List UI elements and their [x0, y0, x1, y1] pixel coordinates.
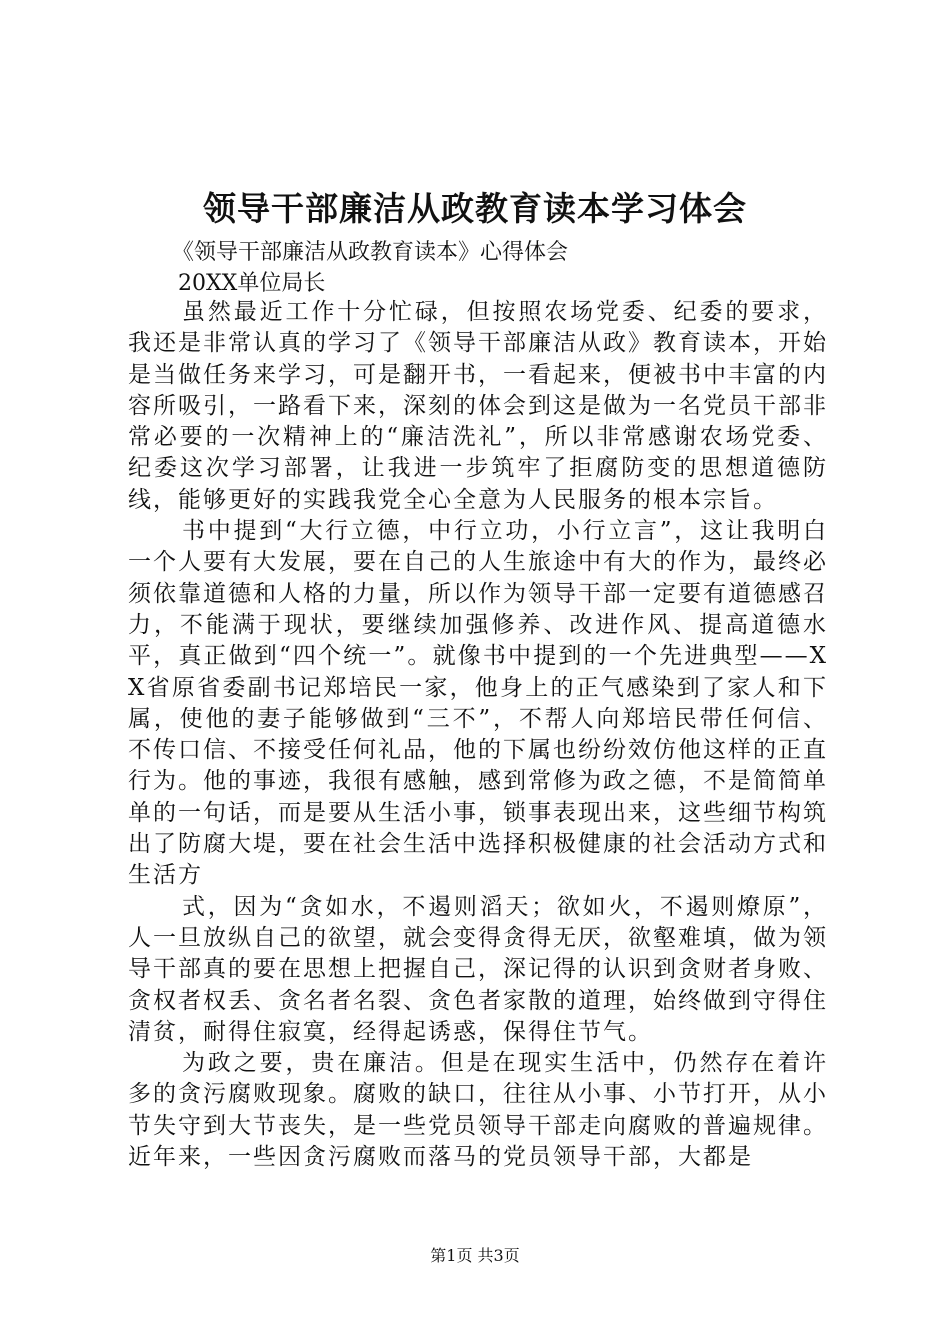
paragraph-2: 书中提到“大行立德，中行立功，小行立言”，这让我明白一个人要有大发展，要在自己的人生旅途中有大的作为，最终必须依靠道德和人格的力量，所以作为领导干部一定要有道德感召力，不能满于现状，要继续加强修养、改进作风、提高道德水平，真正做到“四个统一”。就像书中提到的一个先进典型——XX省原省委副书记郑培民一家，他身上的正气感染到了家人和下属，使他的妻子能够做到“三不”，不帮人向郑培民带任何信、不传口信、不接受任何礼品，他的下属也纷纷效仿他这样的正直行为。他的事迹，我很有感触，感到常修为政之德，不是简简单单的一句话，而是要从生活小事，锁事表现出来，这些细节构筑出了防腐大堤，要在社会生活中选择积极健康的社会活动方式和生活方: [128, 518, 828, 889]
author-line: 20XX单位局长: [178, 271, 326, 296]
document-body: [128, 297, 828, 1173]
page-indicator: 第1页 共3页: [430, 1246, 520, 1265]
paragraph-4: 为政之要，贵在廉洁。但是在现实生活中，仍然存在着许多的贪污腐败现象。腐败的缺口，往往从小事、小节打开，从小节失守到大节丧失，是一些党员领导干部走向腐败的普遍规律。近年来，一些因贪污腐败而落马的党员领导干部，大都是: [128, 1050, 828, 1171]
document-title: 领导干部廉洁从政教育读本学习体会: [203, 189, 747, 228]
paragraph-3: 式，因为“贪如水，不遏则滔天；欲如火，不遏则燎原”，人一旦放纵自己的欲望，就会变得贪得无厌，欲壑难填，做为领导干部真的要在思想上把握自己，深记得的认识到贪财者身败、贪权者权丢、贪名者名裂、贪色者家散的道理，始终做到守得住清贫，耐得住寂寞，经得起诱惑，保得住节气。: [128, 893, 828, 1045]
document-subtitle: 《领导干部廉洁从政教育读本》心得体会: [172, 240, 569, 265]
paragraph-1: 虽然最近工作十分忙碌，但按照农场党委、纪委的要求，我还是非常认真的学习了《领导干部廉洁从政》教育读本，开始是当做任务来学习，可是翻开书，一看起来，便被书中丰富的内容所吸引，一路看下来，深刻的体会到这是做为一名党员干部非常必要的一次精神上的“廉洁洗礼”，所以非常感谢农场党委、纪委这次学习部署，让我进一步筑牢了拒腐防变的思想道德防线，能够更好的实践我党全心全意为人民服务的根本宗旨。: [128, 299, 828, 513]
